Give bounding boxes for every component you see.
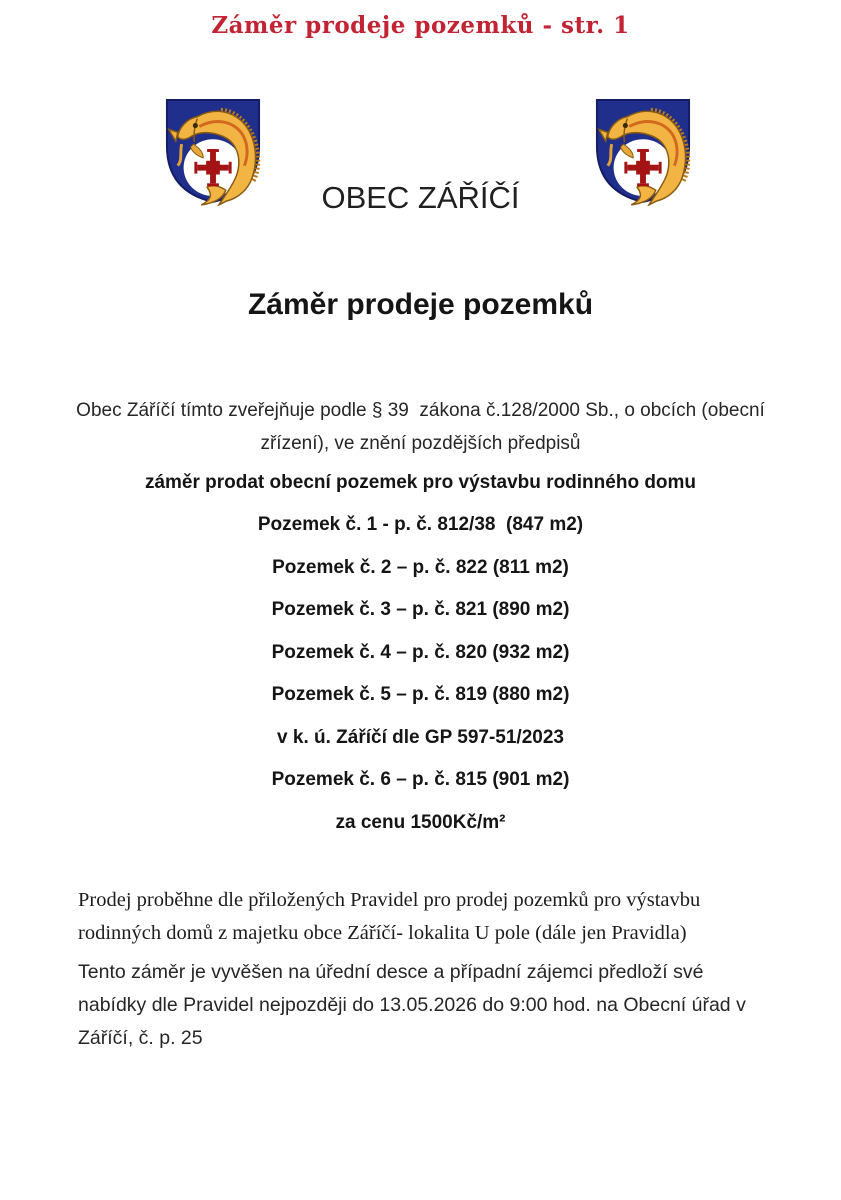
- municipality-name: OBEC ZÁŘÍČÍ: [321, 180, 520, 215]
- cadastre-line: v k. ú. Záříčí dle GP 597-51/2023: [277, 726, 564, 748]
- parcel-line-5: Pozemek č. 5 – p. č. 819 (880 m2): [271, 684, 570, 705]
- parcel-line-1: Pozemek č. 1 - p. č. 812/38 (847 m2): [257, 514, 584, 535]
- rules-paragraph: Prodej proběhne dle přiložených Pravidel pro prodej pozemků pro výstavbu rodinných domů z majetku obce Záříčí- lokalita U pole (dále jen Pravidla): [78, 889, 701, 944]
- document-title: Záměr prodeje pozemků: [247, 288, 594, 321]
- notice-paragraph: Tento záměr je vyvěšen na úřední desce a případní zájemci předloží své nabídky dle Pravidel nejpozději do 13.05.2026 do 9:00 hod. na Obecní úřad v Záříčí, č. p. 25: [78, 961, 746, 1049]
- page-header-title: Záměr prodeje pozemků - str. 1: [211, 12, 630, 39]
- parcel-line-4: Pozemek č. 4 – p. č. 820 (932 m2): [271, 641, 570, 663]
- parcel-list: [0, 504, 841, 844]
- parcel-line-6: Pozemek č. 6 – p. č. 815 (901 m2): [271, 769, 570, 790]
- parcel-line-2: Pozemek č. 2 – p. č. 822 (811 m2): [272, 556, 569, 578]
- price-line: za cenu 1500Kč/m²: [335, 811, 506, 833]
- intro-paragraph: Obec Záříčí tímto zveřejňuje podle § 39 zákona č.128/2000 Sb., o obcích (obecní zřízení), ve znění pozdějších předpisů: [76, 400, 771, 454]
- intent-subtitle: záměr prodat obecní pozemek pro výstavbu rodinného domu: [144, 472, 697, 493]
- parcel-line-3: Pozemek č. 3 – p. č. 821 (890 m2): [271, 599, 570, 620]
